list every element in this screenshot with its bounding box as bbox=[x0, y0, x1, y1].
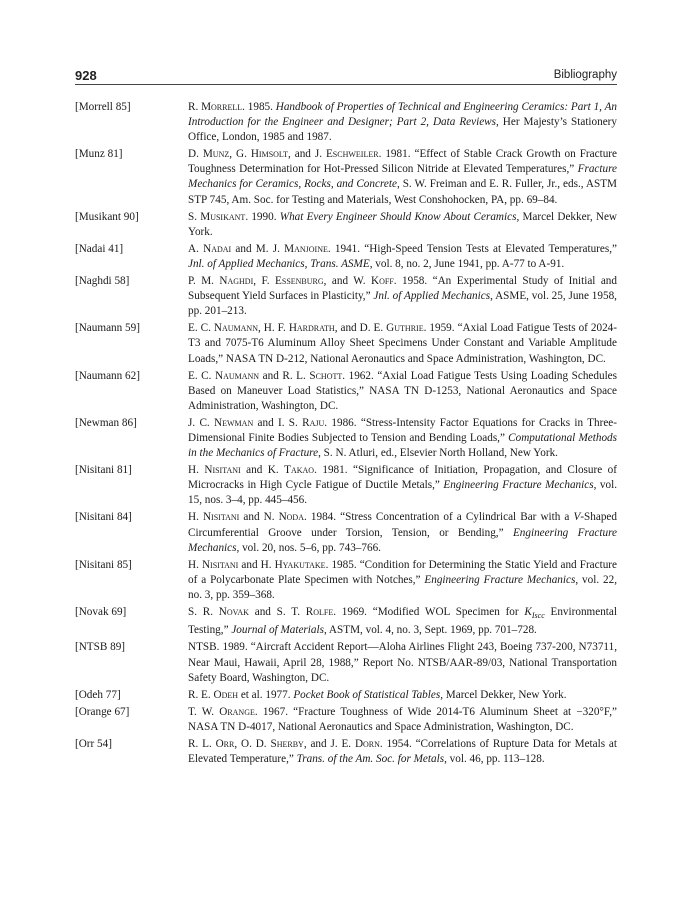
citation-fragment: , ASTM, vol. 4, no. 3, Sept. 1969, pp. 701–728. bbox=[323, 624, 537, 637]
bibliography-entry bbox=[75, 321, 617, 366]
citation-title: Fracture Mechanics for Ceramics, Rocks, and Concrete bbox=[188, 163, 617, 191]
citation-key: [Naumann 59] bbox=[75, 322, 140, 335]
citation-fragment: . 1959. “Axial Load Fatigue Tests of 2024-T3 and 7075-T6 Aluminum Alloy Sheet Specimens Under Constant and Variable Amplitude Loads,” NASA TN D-212, National Aeronautics and Space Administration, Washington, DC. bbox=[188, 322, 618, 365]
citation-fragment: T. W. bbox=[188, 705, 220, 718]
citation-text bbox=[188, 688, 617, 703]
citation-fragment: , F. bbox=[253, 275, 276, 288]
citation-fragment: . 1962. “Axial Load Fatigue Tests Using Loading Schedules Based on Maneuver Load Statistics,” NASA TN D-1253, National Aeronautics and Space Administration, Washington, DC. bbox=[188, 369, 618, 412]
citation-title: Handbook of Properties of Technical and Engineering Ceramics: Part 1, An Introduction for the Engineer and Designer; Part 2, Data Reviews bbox=[188, 101, 617, 129]
bibliography-entry bbox=[75, 605, 617, 638]
citation-key: [Orr 54] bbox=[75, 737, 112, 750]
citation-text bbox=[188, 242, 617, 272]
author-name: Nadai bbox=[203, 242, 232, 255]
citation-fragment: , vol. 46, pp. 113–128. bbox=[444, 753, 545, 766]
citation-fragment: R. E. bbox=[188, 688, 214, 701]
author-name: Naghdi bbox=[219, 275, 254, 288]
bibliography-entry bbox=[75, 100, 617, 145]
citation-fragment: , Her Majesty’s Stationery Office, London, 1985 and 1987. bbox=[188, 116, 618, 144]
author-name: Eschweiler bbox=[325, 148, 379, 161]
citation-fragment: , Marcel Dekker, New York. bbox=[440, 688, 567, 701]
citation-text bbox=[188, 463, 617, 508]
citation-fragment: P. M. bbox=[188, 275, 220, 288]
citation-text bbox=[188, 416, 617, 461]
author-name: Manjoine bbox=[284, 242, 328, 255]
header-rule bbox=[75, 84, 617, 85]
citation-fragment: , vol. 15, nos. 3–4, pp. 445–456. bbox=[188, 479, 617, 507]
author-name: Morrell bbox=[201, 101, 243, 113]
citation-fragment: , and J. bbox=[287, 148, 326, 161]
citation-title: What Every Engineer Should Know About Ceramics bbox=[279, 210, 517, 223]
bibliography-list bbox=[75, 100, 617, 769]
bibliography-entry bbox=[75, 688, 617, 703]
citation-fragment: . 1981. “Significance of Initiation, Propagation, and Closure of Microcracks in High Cycle Fatigue of Ductile Metals,” bbox=[188, 464, 617, 492]
citation-text bbox=[188, 321, 617, 366]
author-name: Sherby bbox=[270, 737, 304, 750]
page-number: 928 bbox=[75, 68, 97, 83]
citation-key: [Nisitani 85] bbox=[75, 558, 132, 571]
author-name: Koff bbox=[371, 275, 394, 288]
citation-fragment: , H. F. bbox=[258, 322, 289, 335]
citation-title: Jnl. of Applied Mechanics bbox=[373, 290, 491, 303]
author-name: Naumann bbox=[213, 322, 258, 335]
citation-fragment: -Shaped Circumferential Groove under Torsion, Tension, or Bending,” bbox=[188, 511, 617, 539]
citation-title: Computational Methods in the Mechanics of Fracture bbox=[188, 431, 617, 460]
citation-title: V bbox=[573, 511, 581, 524]
citation-key: [Orange 67] bbox=[75, 705, 130, 718]
citation-fragment: , S. N. Atluri, ed., Elsevier North Holland, New York. bbox=[318, 447, 558, 460]
author-name: Takao bbox=[284, 464, 315, 477]
citation-fragment: . 1969. “Modified WOL Specimen for bbox=[333, 606, 525, 618]
citation-key: [NTSB 89] bbox=[75, 641, 126, 654]
citation-title: Pocket Book of Statistical Tables bbox=[293, 688, 441, 701]
citation-title: K bbox=[524, 606, 532, 618]
citation-title: Engineering Fracture Mechanics bbox=[424, 573, 576, 586]
citation-title: Trans. of the Am. Soc. for Metals bbox=[296, 753, 445, 766]
citation-key: [Novak 69] bbox=[75, 606, 127, 618]
citation-key: [Naghdi 58] bbox=[75, 275, 130, 288]
citation-fragment: R. bbox=[188, 101, 202, 113]
citation-fragment: J. C. bbox=[188, 416, 215, 429]
author-name: Orr bbox=[215, 737, 235, 750]
citation-text bbox=[188, 100, 617, 145]
citation-fragment: and N. bbox=[239, 511, 279, 524]
bibliography-entry bbox=[75, 640, 617, 685]
citation-key: [Musikant 90] bbox=[75, 210, 139, 223]
citation-key: [Newman 86] bbox=[75, 416, 137, 429]
citation-key: [Munz 81] bbox=[75, 148, 123, 161]
author-name: Odeh bbox=[213, 688, 239, 701]
citation-fragment: , vol. 22, no. 3, pp. 359–368. bbox=[188, 573, 618, 601]
citation-fragment: . 1985. bbox=[242, 101, 276, 113]
page-header bbox=[75, 68, 617, 84]
citation-key: [Nisitani 81] bbox=[75, 464, 132, 477]
citation-fragment: , S. W. Freiman and E. R. Fuller, Jr., eds., ASTM STP 745, Am. Soc. for Testing and Materials, West Conshohocken, PA, pp. 69–84. bbox=[188, 178, 617, 206]
author-name: Hyakutake bbox=[274, 558, 326, 571]
author-name: Dorn bbox=[354, 737, 380, 750]
citation-fragment: and K. bbox=[240, 464, 285, 477]
citation-title: Journal of Materials bbox=[231, 624, 324, 637]
bibliography-entry bbox=[75, 737, 617, 767]
bibliography-entry bbox=[75, 274, 617, 319]
author-name: Nisitani bbox=[202, 511, 240, 524]
author-name: Guthrie bbox=[386, 322, 424, 335]
bibliography-entry bbox=[75, 210, 617, 240]
citation-fragment: . 1981. “Effect of Stable Crack Growth on Fracture Toughness Determination for Hot-Pressed Silicon Nitride at Elevated Temperatures,” bbox=[188, 148, 617, 176]
author-name: Novak bbox=[218, 606, 249, 618]
citation-fragment: . 1967. “Fracture Toughness of Wide 2014-T6 Aluminum Sheet at −320°F,” NASA TN D-4017, National Aeronautics and Space Administration, Washington, DC. bbox=[188, 705, 617, 733]
citation-fragment: . 1986. “Stress-Intensity Factor Equations for Cracks in Three-Dimensional Finite Bodies Subjected to Tension and Bending Loads,” bbox=[188, 416, 617, 444]
citation-key: [Naumann 62] bbox=[75, 369, 140, 382]
citation-fragment: . 1941. “High-Speed Tension Tests at Elevated Temperatures,” bbox=[327, 242, 617, 255]
bibliography-entry bbox=[75, 369, 617, 414]
author-name: Raju bbox=[302, 416, 325, 429]
citation-fragment: , O. D. bbox=[234, 737, 271, 750]
citation-fragment: Iscc bbox=[531, 611, 545, 621]
citation-title: Engineering Fracture Mechanics bbox=[188, 526, 617, 554]
citation-fragment: . 1985. “Condition for Determining the Static Yield and Fracture of a Polycarbonate Plate Specimen with Notches,” bbox=[188, 558, 617, 586]
bibliography-entry bbox=[75, 242, 617, 272]
citation-fragment: et al. 1977. bbox=[238, 688, 294, 701]
citation-fragment: , G. bbox=[229, 148, 251, 161]
citation-fragment: , vol. 20, nos. 5–6, pp. 743–766. bbox=[236, 541, 381, 554]
citation-fragment: H. bbox=[188, 558, 202, 571]
citation-fragment: H. bbox=[188, 511, 203, 524]
citation-fragment: , Marcel Dekker, New York. bbox=[188, 210, 617, 238]
bibliography-entry bbox=[75, 416, 617, 461]
author-name: Newman bbox=[214, 416, 254, 429]
citation-fragment: E. C. bbox=[188, 322, 214, 335]
citation-text bbox=[188, 369, 617, 414]
section-title: Bibliography bbox=[553, 69, 617, 81]
citation-text bbox=[188, 705, 617, 735]
author-name: Schott bbox=[309, 369, 343, 382]
bibliography-entry bbox=[75, 147, 617, 207]
citation-text bbox=[188, 510, 617, 555]
citation-key: [Nadai 41] bbox=[75, 242, 124, 255]
citation-fragment: D. bbox=[188, 148, 203, 161]
citation-text bbox=[188, 558, 617, 603]
citation-fragment: , and J. E. bbox=[303, 737, 355, 750]
citation-fragment: R. L. bbox=[188, 737, 216, 750]
citation-fragment: and I. S. bbox=[253, 416, 303, 429]
citation-fragment: . 1958. “An Experimental Study of Initial and Subsequent Yield Surfaces in Plasticity,” bbox=[188, 275, 617, 303]
citation-fragment: H. bbox=[188, 464, 205, 477]
citation-fragment: , ASME, vol. 25, June 1958, pp. 201–213. bbox=[188, 290, 617, 318]
citation-key: [Odeh 77] bbox=[75, 688, 121, 701]
citation-fragment: . 1954. “Correlations of Rupture Data for Metals at Elevated Temperature,” bbox=[188, 737, 617, 766]
bibliography-entry bbox=[75, 510, 617, 555]
citation-title: Engineering Fracture Mechanics bbox=[443, 479, 594, 492]
author-name: Hardrath bbox=[288, 322, 335, 335]
bibliography-entry bbox=[75, 705, 617, 735]
author-name: Munz bbox=[202, 148, 230, 161]
author-name: Noda bbox=[278, 511, 304, 524]
author-name: Orange bbox=[219, 705, 255, 718]
author-name: Musikant bbox=[200, 210, 246, 223]
citation-fragment: E. C. bbox=[188, 369, 215, 382]
citation-fragment: Environmental Testing,” bbox=[188, 606, 617, 637]
citation-fragment: . 1990. bbox=[245, 210, 280, 223]
citation-fragment: and H. bbox=[238, 558, 275, 571]
citation-fragment: and M. J. bbox=[231, 242, 285, 255]
author-name: Naumann bbox=[215, 369, 260, 382]
citation-title: Jnl. of Applied Mechanics, Trans. ASME bbox=[188, 257, 370, 270]
citation-fragment: , and D. E. bbox=[334, 322, 387, 335]
author-name: Rolfe bbox=[305, 606, 334, 618]
citation-key: [Morrell 85] bbox=[75, 101, 131, 113]
citation-text bbox=[188, 210, 617, 240]
author-name: Nisitani bbox=[201, 558, 239, 571]
citation-text bbox=[188, 640, 617, 685]
citation-fragment: S. R. bbox=[188, 606, 219, 618]
citation-key: [Nisitani 84] bbox=[75, 511, 132, 524]
bibliography-entry bbox=[75, 558, 617, 603]
citation-fragment: , vol. 8, no. 2, June 1941, pp. A-77 to A-91. bbox=[369, 257, 565, 270]
citation-fragment: , and W. bbox=[323, 275, 372, 288]
citation-text bbox=[188, 737, 617, 767]
citation-fragment: and R. L. bbox=[259, 369, 310, 382]
author-name: Himsolt bbox=[250, 148, 288, 161]
citation-fragment: . 1984. “Stress Concentration of a Cylindrical Bar with a bbox=[304, 511, 574, 524]
citation-fragment: NTSB. 1989. “Aircraft Accident Report—Aloha Airlines Flight 243, Boeing 737-200, N73711, Near Maui, Hawaii, April 28, 1988,” Report No. NTSB/AAR-89/03, National Transportation Safety Board, Washington, DC. bbox=[188, 641, 617, 684]
author-name: Nisitani bbox=[204, 464, 241, 477]
bibliography-entry bbox=[75, 463, 617, 508]
citation-text bbox=[188, 147, 617, 207]
citation-fragment: A. bbox=[188, 242, 204, 255]
citation-fragment: and S. T. bbox=[248, 606, 306, 618]
citation-text bbox=[188, 274, 617, 319]
author-name: Essenburg bbox=[275, 275, 324, 288]
citation-text bbox=[188, 605, 617, 638]
citation-fragment: S. bbox=[188, 210, 201, 223]
